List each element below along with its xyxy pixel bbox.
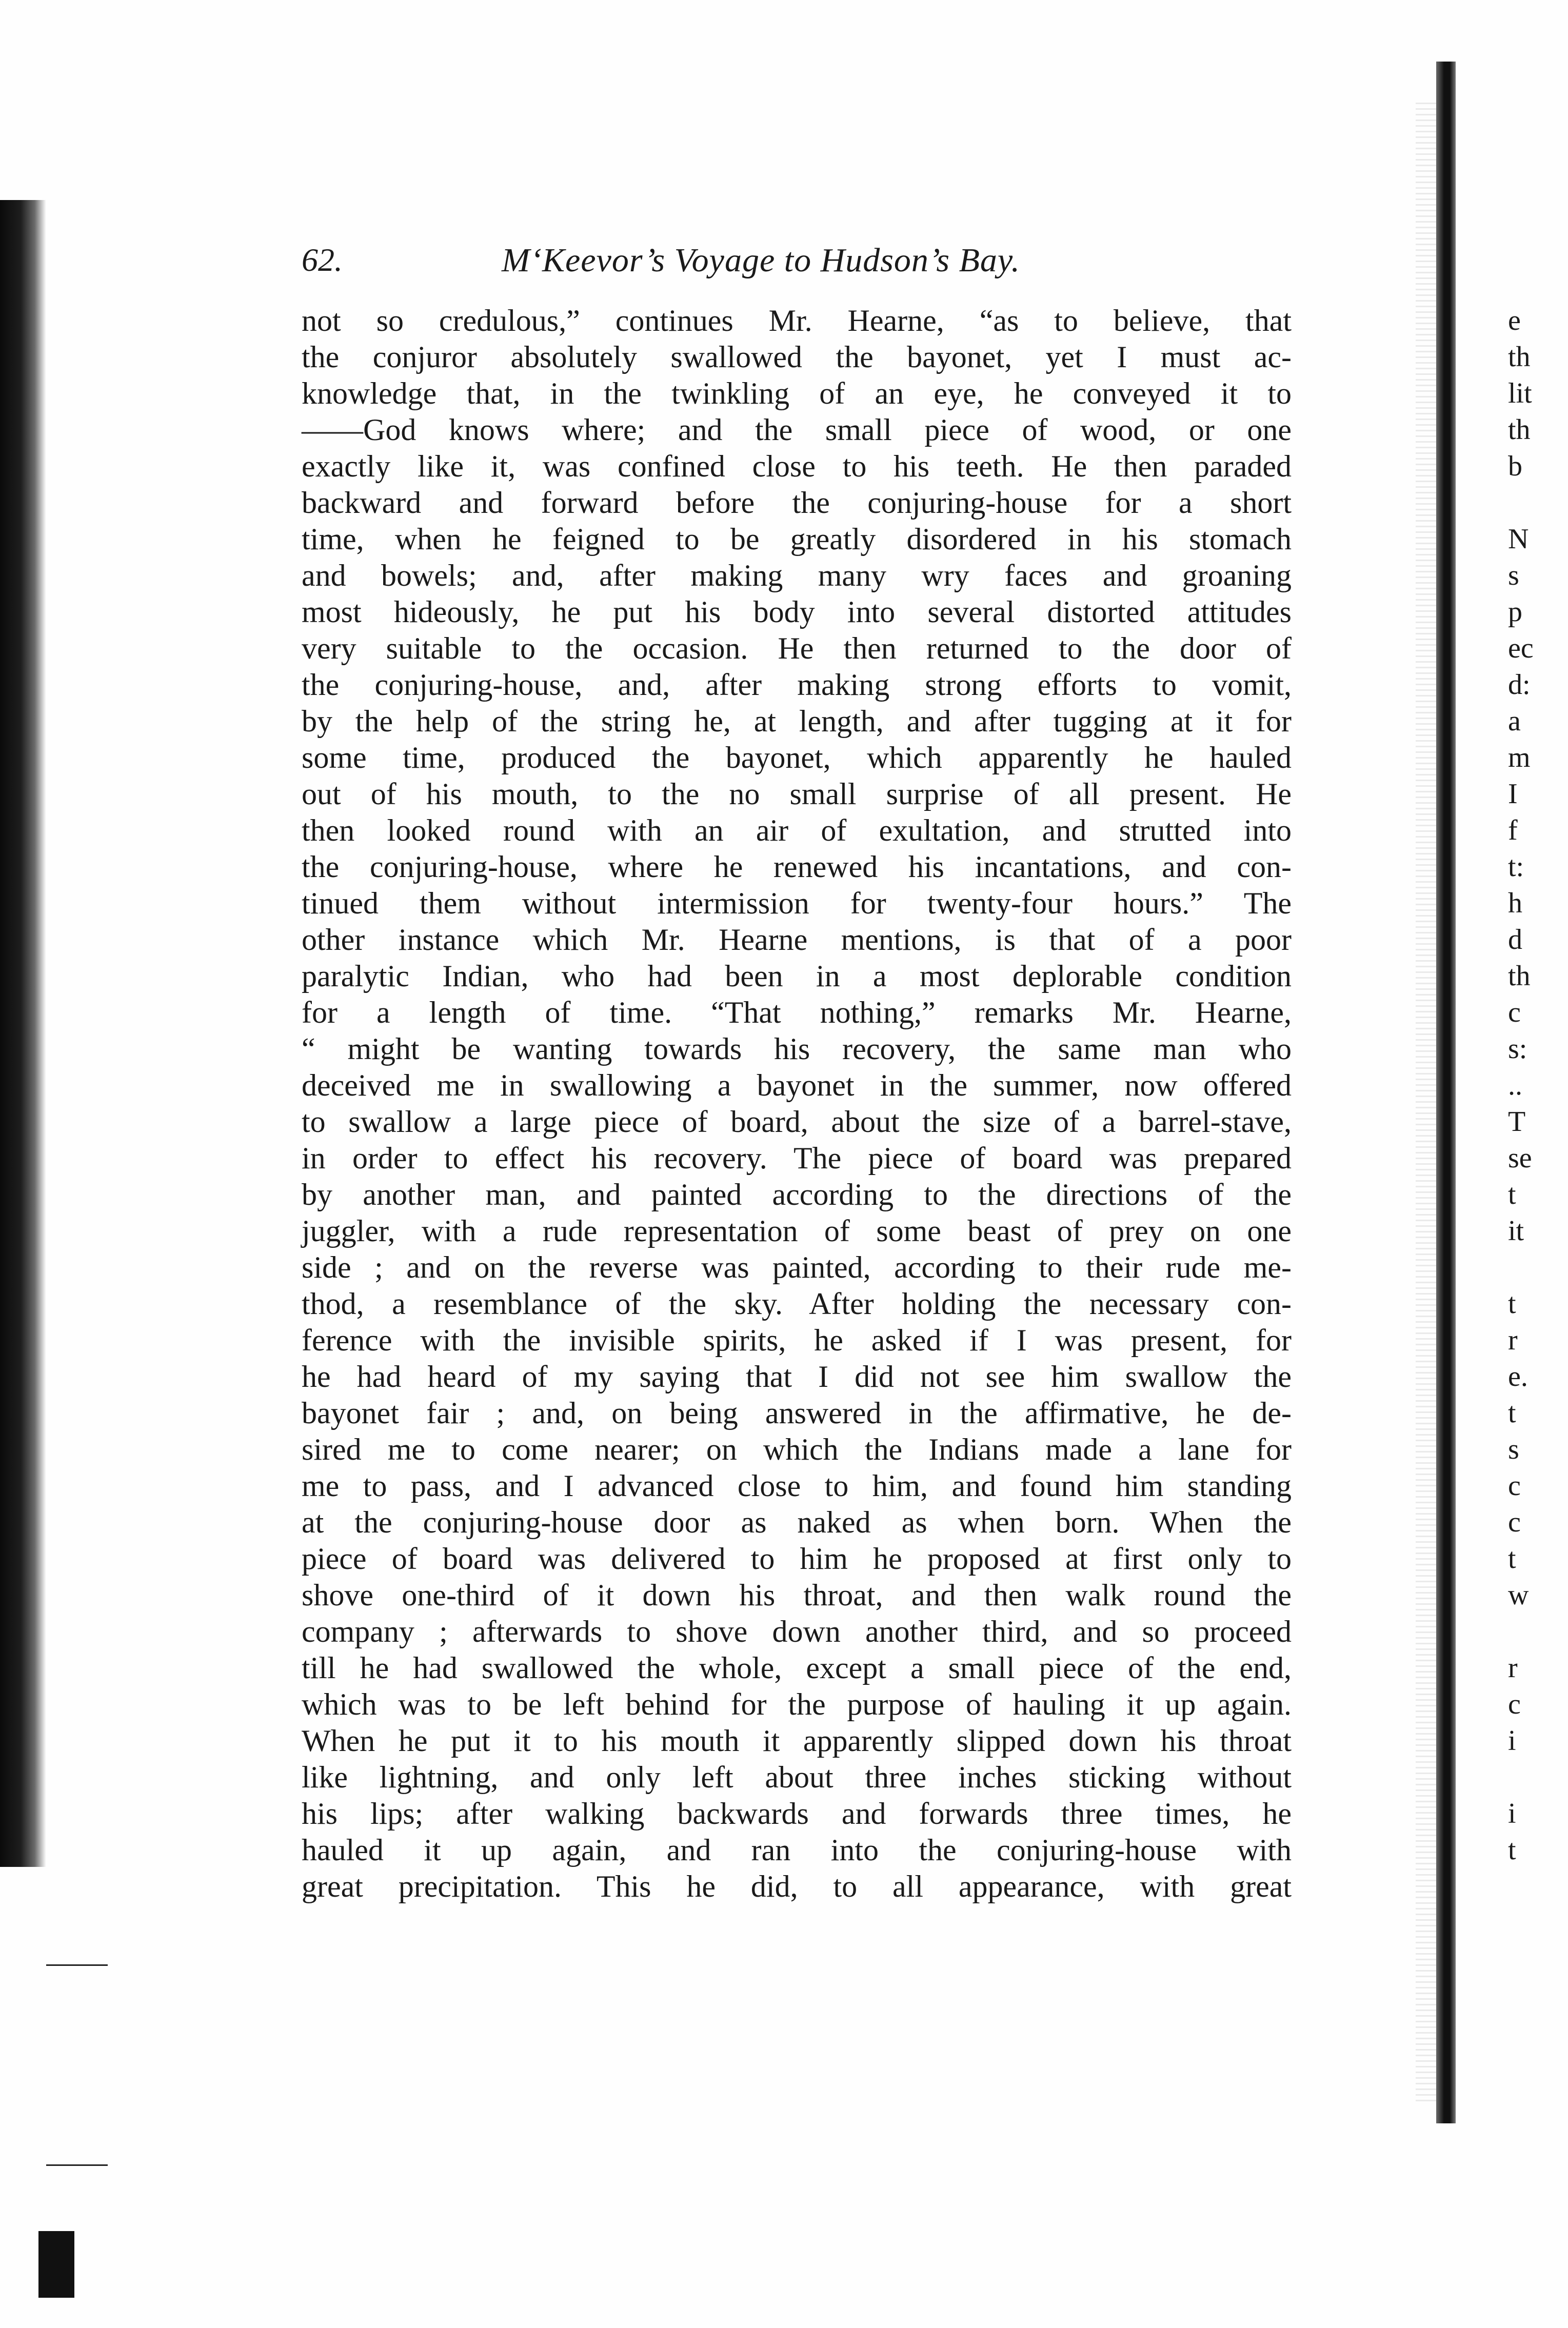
text-line: bayonet fair ; and, on being answered in the affirmative, he de- [302,1396,1292,1430]
running-title: M‘Keevor’s Voyage to Hudson’s Bay. [502,242,1021,279]
neighbor-fragment: th [1508,414,1531,446]
neighbor-fragment: t [1508,1834,1516,1866]
text-line: the conjuring-house, and, after making strong efforts to vomit, [302,668,1292,702]
neighbor-fragment [1508,1249,1564,1286]
neighbor-fragment: i [1508,1725,1516,1757]
text-line: till he had swallowed the whole, except a small piece of the end, [302,1651,1292,1685]
neighbor-fragment: c [1508,997,1521,1028]
text-line: ——God knows where; and the small piece of wood, or one [302,413,1292,447]
text-line: for a length of time. “That nothing,” remarks Mr. Hearne, [302,996,1292,1029]
neighbor-fragment: t [1508,1397,1516,1429]
text-line: time, when he feigned to be greatly disordered in his stomach [302,522,1292,556]
neighbor-fragment: c [1508,1506,1521,1538]
text-line: very suitable to the occasion. He then returned to the door of [302,631,1292,665]
text-line: by another man, and painted according to the directions of the [302,1178,1292,1211]
neighbor-fragment: m [1508,742,1531,773]
text-line: and bowels; and, after making many wry faces and groaning [302,559,1292,592]
neighbor-fragment: c [1508,1470,1521,1502]
neighbor-fragment: f [1508,814,1518,846]
binding-shadow-bottom [38,2231,74,2298]
text-line: side ; and on the reverse was painted, according to their rude me- [302,1250,1292,1284]
gutter-speckle [1416,103,1436,2103]
text-line: then looked round with an air of exultation, and strutted into [302,813,1292,847]
text-line: me to pass, and I advanced close to him, and found him standing [302,1469,1292,1503]
text-line: When he put it to his mouth it apparently slipped down his throat [302,1724,1292,1758]
neighbor-fragment: N [1508,523,1529,555]
neighbor-fragment: h [1508,887,1522,919]
body-text [302,303,1292,1905]
neighbor-fragment [1508,1614,1564,1650]
text-line: juggler, with a rude representation of some beast of prey on one [302,1214,1292,1248]
neighbor-fragment [1508,1759,1564,1796]
text-line: the conjuror absolutely swallowed the bayonet, yet I must ac- [302,340,1292,374]
page-number: 62. [302,242,343,278]
neighbor-fragment: lit [1508,377,1532,409]
text-line: hauled it up again, and ran into the conjuring-house with [302,1833,1292,1867]
neighbor-fragment: i [1508,1798,1516,1829]
neighbor-fragment: e. [1508,1361,1528,1392]
text-line: backward and forward before the conjuring-house for a short [302,486,1292,520]
text-line: which was to be left behind for the purpose of hauling it up again. [302,1687,1292,1721]
neighbor-fragment: d: [1508,669,1531,701]
neighbor-fragment: p [1508,596,1522,628]
neighbor-fragment: b [1508,450,1522,482]
neighbor-fragment: s [1508,1434,1519,1465]
text-line: great precipitation. This he did, to all appearance, with great [302,1869,1292,1903]
text-line: shove one-third of it down his throat, and then walk round the [302,1578,1292,1612]
text-line: in order to effect his recovery. The piece of board was prepared [302,1141,1292,1175]
neighbor-fragment [1508,485,1564,521]
neighbor-fragment: s: [1508,1033,1527,1065]
text-line: his lips; after walking backwards and forwards three times, he [302,1797,1292,1830]
text-line: ference with the invisible spirits, he asked if I was present, for [302,1323,1292,1357]
text-line: tinued them without intermission for twenty-four hours.” The [302,886,1292,920]
neighbor-fragment: r [1508,1324,1518,1356]
text-line: by the help of the string he, at length, and after tugging at it for [302,704,1292,738]
neighbor-fragment: t [1508,1179,1516,1210]
text-line: the conjuring-house, where he renewed his incantations, and con- [302,850,1292,884]
neighbor-fragment: th [1508,960,1531,992]
text-line: “ might be wanting towards his recovery, the same man who [302,1032,1292,1066]
neighbor-fragment: t: [1508,851,1524,883]
margin-rule-mark [46,1964,108,1966]
text-line: other instance which Mr. Hearne mentions, is that of a poor [302,923,1292,957]
text-line: most hideously, he put his body into several distorted attitudes [302,595,1292,629]
neighbor-fragment: e [1508,305,1521,336]
text-line: piece of board was delivered to him he proposed at first only to [302,1542,1292,1576]
neighbor-fragment: d [1508,924,1522,956]
neighbor-fragment: it [1508,1215,1524,1247]
text-line: thod, a resemblance of the sky. After holding the necessary con- [302,1287,1292,1321]
neighbor-fragment: w [1508,1579,1529,1611]
text-line: he had heard of my saying that I did not see him swallow the [302,1360,1292,1394]
text-line: exactly like it, was confined close to his teeth. He then paraded [302,449,1292,483]
neighbor-fragment: a [1508,705,1521,737]
text-line: sired me to come nearer; on which the Indians made a lane for [302,1432,1292,1466]
text-line: to swallow a large piece of board, about the size of a barrel-stave, [302,1105,1292,1139]
neighbor-fragment: se [1508,1142,1532,1174]
neighbor-fragment: s [1508,560,1519,591]
text-line: not so credulous,” continues Mr. Hearne, “as to believe, that [302,304,1292,337]
running-head [302,241,1307,287]
margin-rule-mark [46,2164,108,2166]
neighbor-fragment: r [1508,1652,1518,1684]
text-line: paralytic Indian, who had been in a most deplorable condition [302,959,1292,993]
neighbor-page-fragments [1508,303,1564,1868]
text-line: company ; afterwards to shove down another third, and so proceed [302,1615,1292,1648]
text-line: like lightning, and only left about three inches sticking without [302,1760,1292,1794]
neighbor-fragment: c [1508,1688,1521,1720]
text-line: knowledge that, in the twinkling of an eye, he conveyed it to [302,376,1292,410]
neighbor-fragment: T [1508,1106,1526,1138]
text-line: deceived me in swallowing a bayonet in the summer, now offered [302,1068,1292,1102]
neighbor-fragment: t [1508,1288,1516,1320]
neighbor-fragment: I [1508,778,1518,810]
neighbor-fragment: th [1508,341,1531,373]
neighbor-fragment: t [1508,1543,1516,1575]
neighbor-fragment: ec [1508,632,1534,664]
neighbor-fragment: .. [1508,1069,1522,1101]
gutter-shadow-right [1436,62,1456,2123]
text-line: some time, produced the bayonet, which apparently he hauled [302,741,1292,774]
binding-shadow-left [0,200,46,1867]
text-line: at the conjuring-house door as naked as when born. When the [302,1505,1292,1539]
text-line: out of his mouth, to the no small surprise of all present. He [302,777,1292,811]
